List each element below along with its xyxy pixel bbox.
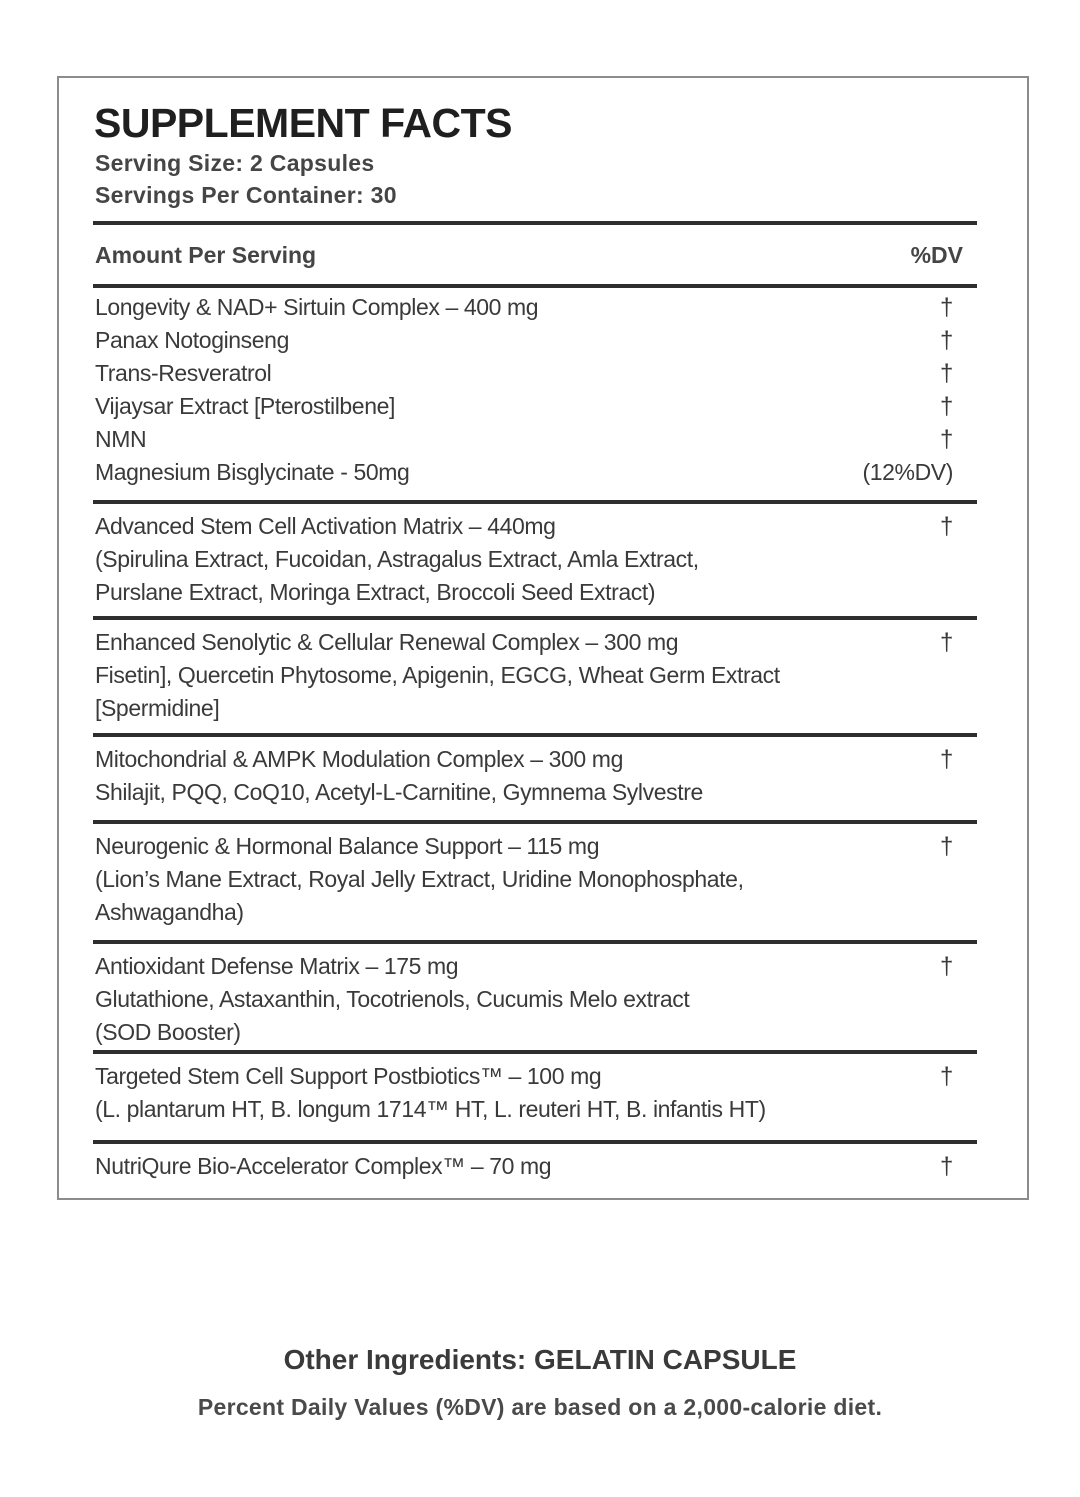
dagger-mark: †	[940, 629, 953, 656]
dagger-mark: †	[940, 1153, 953, 1180]
ingredient-row	[95, 1150, 977, 1183]
dagger-mark: †	[940, 833, 953, 860]
ingredient-text: (Lion’s Mane Extract, Royal Jelly Extract, Uridine Monophosphate,	[95, 866, 744, 892]
ingredient-subline	[95, 456, 977, 489]
header-divider	[93, 221, 977, 225]
dagger-mark: †	[940, 360, 953, 387]
dagger-mark: †	[940, 327, 953, 354]
ingredient-text: Neurogenic & Hormonal Balance Support – 115 mg	[95, 833, 600, 859]
ingredient-text: [Spermidine]	[95, 695, 220, 721]
amount-per-serving-label: Amount Per Serving	[95, 242, 317, 268]
other-ingredients: Other Ingredients: GELATIN CAPSULE	[283, 1344, 797, 1375]
ingredient-row	[95, 743, 977, 776]
ingredient-text: (Spirulina Extract, Fucoidan, Astragalus Extract, Amla Extract,	[95, 546, 699, 572]
ingredient-row	[95, 1060, 977, 1093]
ingredient-group	[93, 743, 977, 809]
dv-footnote: Percent Daily Values (%DV) are based on a 2,000-calorie diet.	[197, 1394, 883, 1420]
serving-size: Serving Size: 2 Capsules	[95, 150, 375, 176]
dagger-mark: †	[940, 953, 953, 980]
ingredient-text: Panax Notoginseng	[95, 327, 289, 353]
dagger-mark: †	[940, 513, 953, 540]
group-divider	[93, 733, 977, 737]
amount-per-serving-row	[95, 242, 963, 269]
dagger-mark: †	[940, 393, 953, 420]
ingredient-subline	[95, 543, 977, 576]
group-divider	[93, 940, 977, 944]
ingredient-text: Fisetin], Quercetin Phytosome, Apigenin, EGCG, Wheat Germ Extract	[95, 662, 780, 688]
ingredient-text: Glutathione, Astaxanthin, Tocotrienols, Cucumis Melo extract	[95, 986, 690, 1012]
ingredient-text: Targeted Stem Cell Support Postbiotics™ – 100 mg	[95, 1063, 602, 1089]
group-divider	[93, 500, 977, 504]
ingredient-text: Ashwagandha)	[95, 899, 244, 925]
group-divider	[93, 616, 977, 620]
ingredient-group	[93, 1150, 977, 1183]
ingredient-text: Vijaysar Extract [Pterostilbene]	[95, 393, 395, 419]
ingredient-subline	[95, 390, 977, 423]
dagger-mark: †	[940, 294, 953, 321]
ingredient-row	[95, 291, 977, 324]
ingredient-subline	[95, 357, 977, 390]
ingredient-group	[93, 626, 977, 725]
ingredient-row	[95, 950, 977, 983]
ingredient-text: Trans-Resveratrol	[95, 360, 272, 386]
ingredient-text: Mitochondrial & AMPK Modulation Complex – 300 mg	[95, 746, 623, 772]
ingredient-text: Enhanced Senolytic & Cellular Renewal Complex – 300 mg	[95, 629, 679, 655]
ingredient-subline	[95, 692, 977, 725]
group-divider	[93, 820, 977, 824]
dv-value: (12%DV)	[862, 459, 953, 485]
ingredient-group	[93, 291, 977, 489]
ingredient-subline	[95, 776, 977, 809]
servings-per-container: Servings Per Container: 30	[95, 182, 397, 208]
ingredient-text: (SOD Booster)	[95, 1019, 241, 1045]
ingredient-subline	[95, 659, 977, 692]
ingredient-text: NMN	[95, 426, 147, 452]
ingredient-subline	[95, 863, 977, 896]
dv-column-header: %DV	[910, 242, 963, 268]
ingredient-text: Longevity & NAD+ Sirtuin Complex – 400 mg	[95, 294, 539, 320]
ingredient-row	[95, 830, 977, 863]
ingredient-subline	[95, 1016, 977, 1049]
group-divider	[93, 1140, 977, 1144]
ingredient-group	[93, 950, 977, 1049]
dagger-mark: †	[940, 746, 953, 773]
ingredient-text: Magnesium Bisglycinate - 50mg	[95, 459, 410, 485]
ingredient-group	[93, 1060, 977, 1126]
ingredient-subline	[95, 896, 977, 929]
ingredient-subline	[95, 423, 977, 456]
ingredient-text: Antioxidant Defense Matrix – 175 mg	[95, 953, 459, 979]
amount-divider	[93, 284, 977, 288]
ingredient-group	[93, 510, 977, 609]
ingredient-row	[95, 626, 977, 659]
ingredient-text: Purslane Extract, Moringa Extract, Broccoli Seed Extract)	[95, 579, 656, 605]
group-divider	[93, 1050, 977, 1054]
ingredient-subline	[95, 576, 977, 609]
ingredient-text: Advanced Stem Cell Activation Matrix – 440mg	[95, 513, 556, 539]
dagger-mark: †	[940, 1063, 953, 1090]
ingredient-text: Shilajit, PQQ, CoQ10, Acetyl-L-Carnitine, Gymnema Sylvestre	[95, 779, 703, 805]
ingredient-text: NutriQure Bio-Accelerator Complex™ – 70 mg	[95, 1153, 552, 1179]
ingredient-text: (L. plantarum HT, B. longum 1714™ HT, L. reuteri HT, B. infantis HT)	[95, 1096, 766, 1122]
ingredient-subline	[95, 1093, 977, 1126]
dagger-mark: †	[940, 426, 953, 453]
ingredient-subline	[95, 324, 977, 357]
ingredient-row	[95, 510, 977, 543]
ingredient-group	[93, 830, 977, 929]
panel-title: SUPPLEMENT FACTS	[94, 100, 512, 146]
ingredient-subline	[95, 983, 977, 1016]
supplement-facts-panel	[57, 76, 1029, 1200]
